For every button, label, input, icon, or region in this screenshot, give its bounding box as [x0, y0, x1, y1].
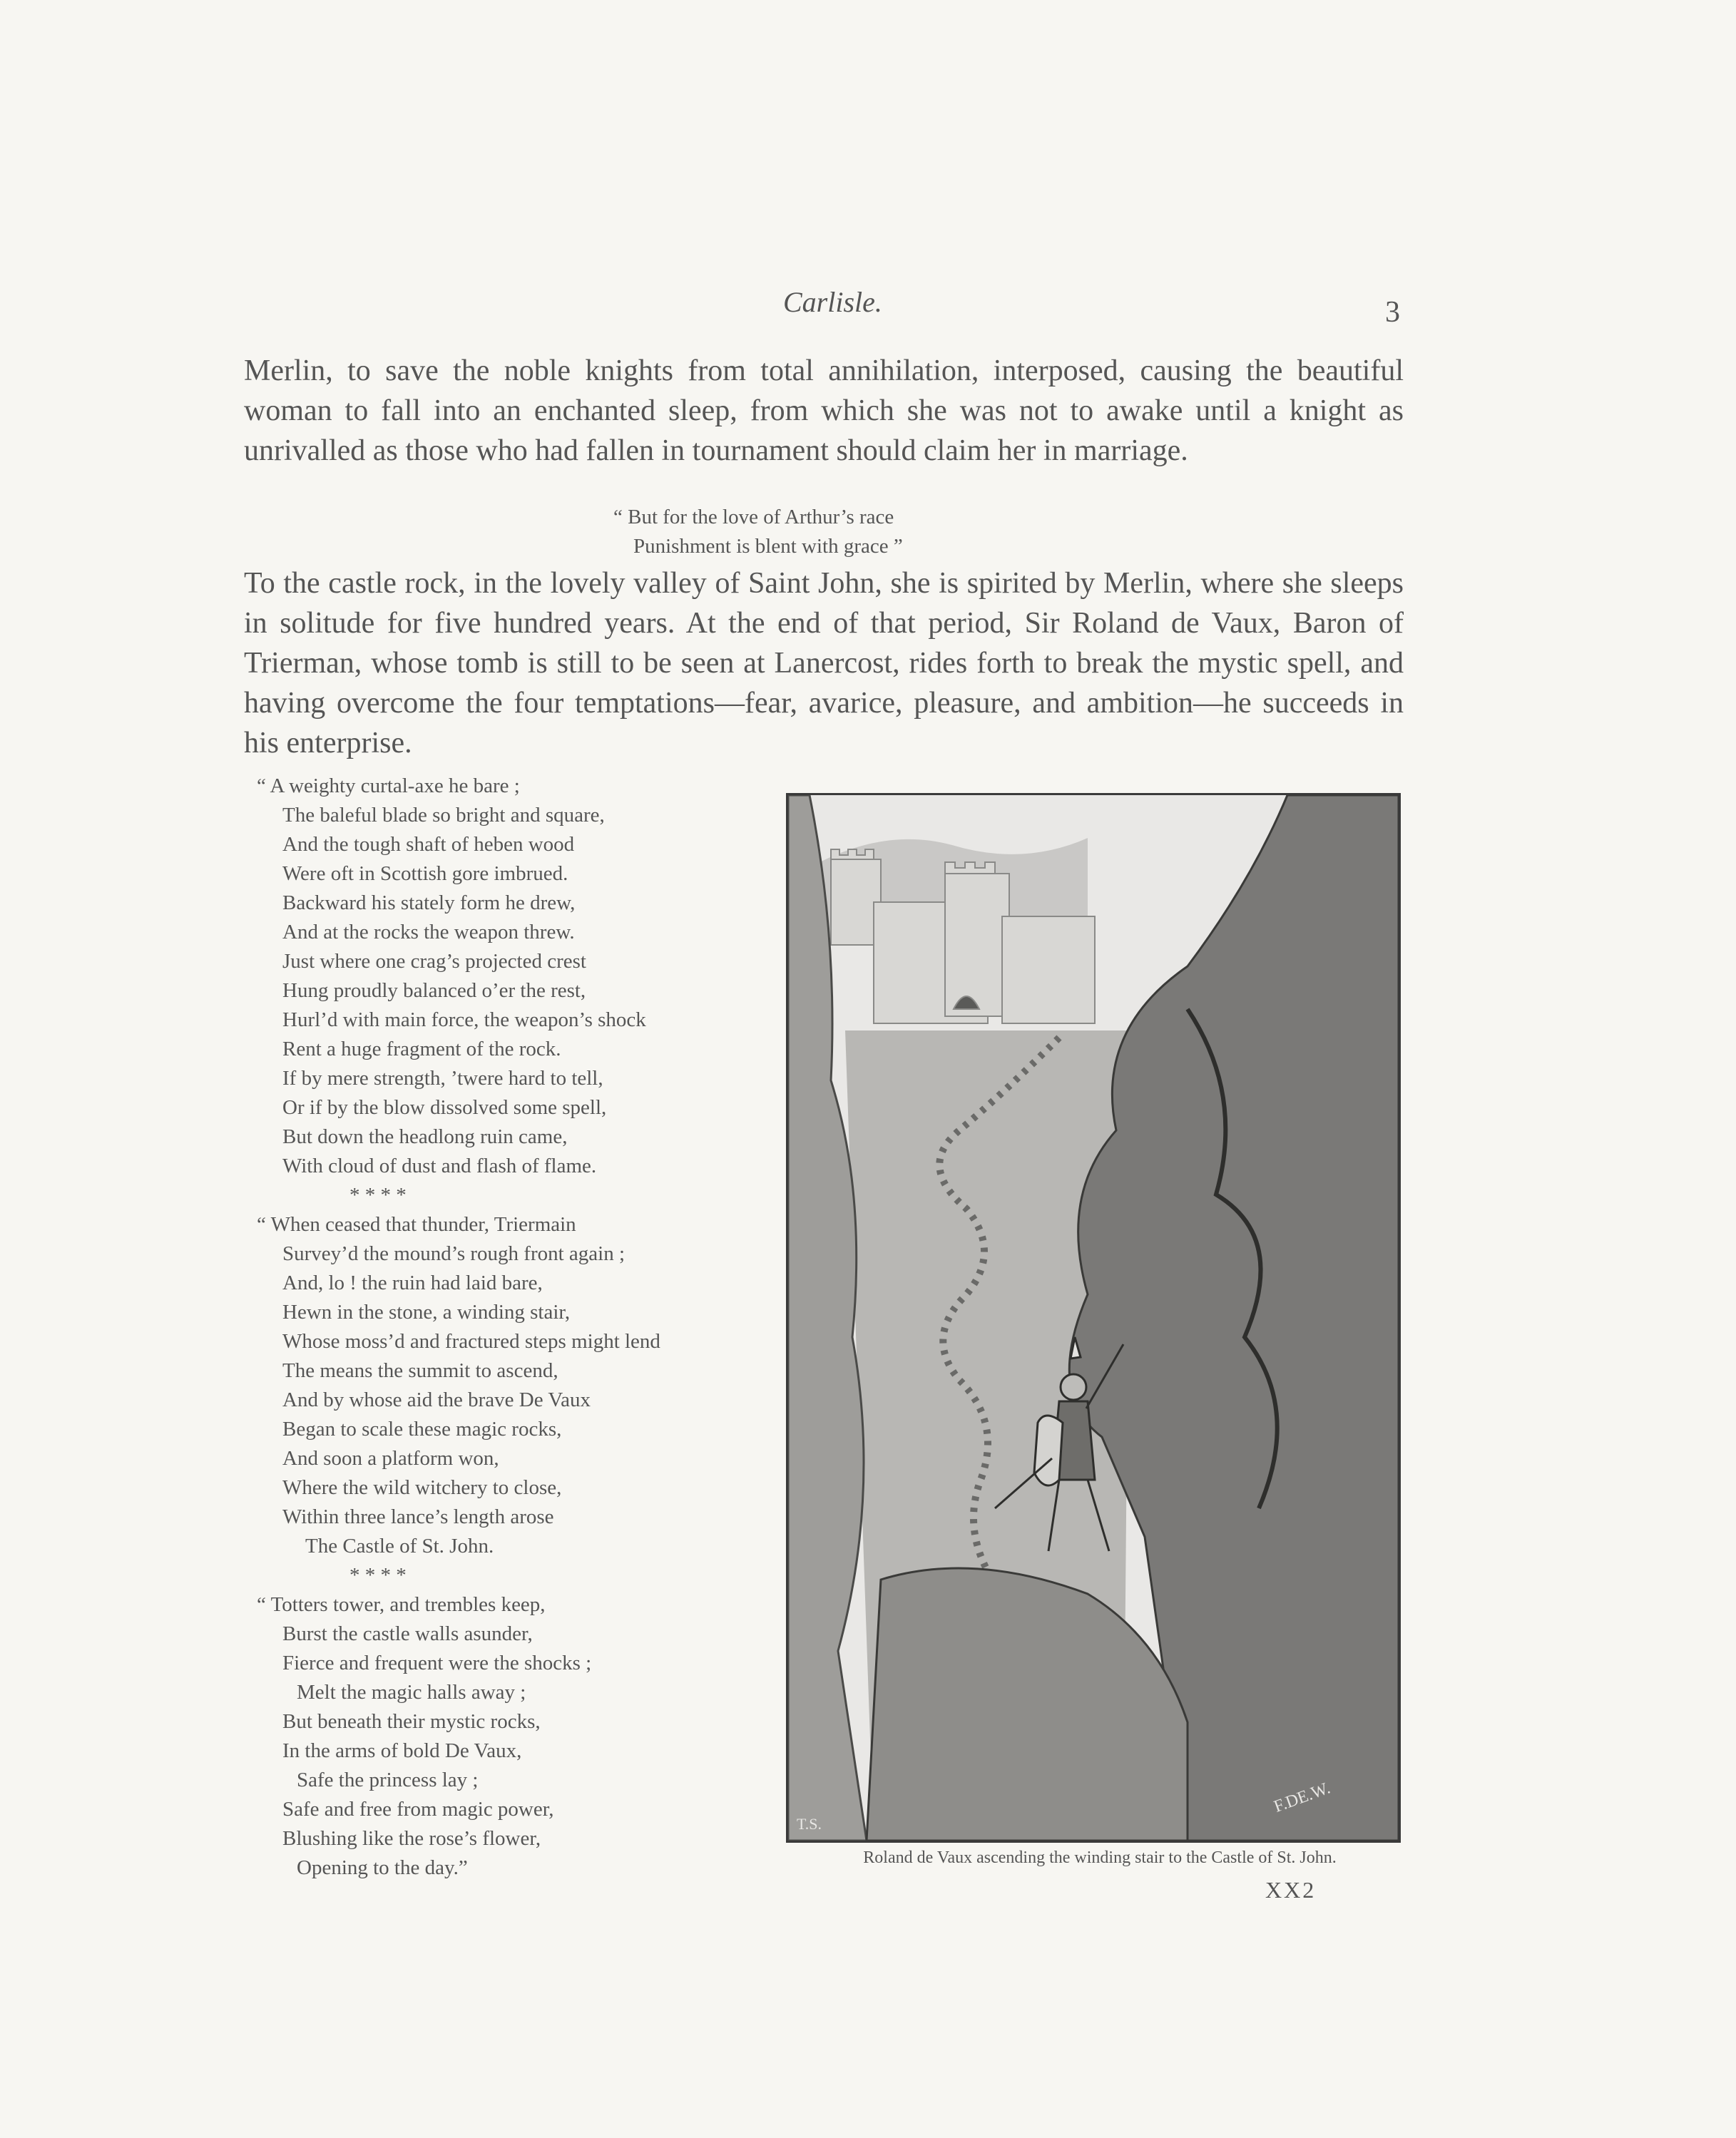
poem-line: Melt the magic halls away ;: [297, 1681, 526, 1704]
section-break-stars: * * * *: [349, 1184, 407, 1207]
poem-line: And the tough shaft of heben wood: [282, 833, 575, 856]
poem-line: The baleful blade so bright and square,: [282, 804, 605, 827]
figure-caption: Roland de Vaux ascending the winding stair to the Castle of St. John.: [863, 1848, 1337, 1867]
illustration: [786, 793, 1401, 1843]
poem-line: Safe the princess lay ;: [297, 1769, 479, 1791]
poem-line: And by whose aid the brave De Vaux: [282, 1388, 591, 1411]
poem-line: Burst the castle walls asunder,: [282, 1622, 533, 1645]
artist-mark: F.DE.W.: [1271, 1779, 1333, 1816]
poem-line: The means the summit to ascend,: [282, 1359, 558, 1382]
epigraph-line-1: “ But for the love of Arthur’s race: [613, 506, 894, 528]
poem-line: Where the wild witchery to close,: [282, 1476, 562, 1499]
running-head: Carlisle.: [783, 286, 882, 318]
poem-line: Within three lance’s length arose: [282, 1505, 554, 1528]
poem-line: Backward his stately form he drew,: [282, 891, 576, 914]
poem-line: With cloud of dust and flash of flame.: [282, 1155, 597, 1177]
poem-line: Were oft in Scottish gore imbrued.: [282, 862, 568, 885]
poem-line: “ Totters tower, and trembles keep,: [257, 1593, 546, 1616]
corner-mark: T.S.: [797, 1815, 822, 1833]
poem-line: Or if by the blow dissolved some spell,: [282, 1096, 607, 1119]
poem-line: “ A weighty curtal-axe he bare ;: [257, 774, 520, 797]
epigraph-line-2: Punishment is blent with grace ”: [633, 535, 903, 558]
poem-line: Hung proudly balanced o’er the rest,: [282, 979, 586, 1002]
paragraph-2: To the castle rock, in the lovely valley of Saint John, she is spirited by Merlin, where she sleeps in solitude for five hundred years. At the end of that period, Sir Roland de Vaux, Baron of Trierman, whose tomb is still to be seen at Lanercost, rides forth to break the mystic spell, and having overcome the four temptations—fear, avarice, pleasure, and ambition—he succeeds in his enterprise.: [244, 567, 1404, 759]
poem-line: And soon a platform won,: [282, 1447, 499, 1470]
poem-line: Whose moss’d and fractured steps might lend: [282, 1330, 660, 1353]
poem-line: Survey’d the mound’s rough front again ;: [282, 1242, 626, 1265]
illustration-drawing: [788, 795, 1399, 1841]
poem-line: And at the rocks the weapon threw.: [282, 921, 575, 943]
poem-line: And, lo ! the ruin had laid bare,: [282, 1272, 543, 1294]
poem-line: “ When ceased that thunder, Triermain: [257, 1213, 576, 1236]
page-number: 3: [1385, 296, 1400, 329]
section-break-stars: * * * *: [349, 1564, 407, 1587]
poem-line: But down the headlong ruin came,: [282, 1125, 568, 1148]
poem-line: If by mere strength, ’twere hard to tell,: [282, 1067, 603, 1090]
paragraph-1: Merlin, to save the noble knights from total annihilation, interposed, causing the beautiful woman to fall into an enchanted sleep, from which she was not to awake until a knight as unrivalled as those who had fallen in tournament should claim her in marriage.: [244, 354, 1404, 467]
poem-line: The Castle of St. John.: [305, 1535, 494, 1558]
poem-line: Fierce and frequent were the shocks ;: [282, 1652, 592, 1674]
poem-line: Hurl’d with main force, the weapon’s shock: [282, 1008, 646, 1031]
poem-line: Rent a huge fragment of the rock.: [282, 1038, 561, 1060]
poem-line: Just where one crag’s projected crest: [282, 950, 586, 973]
poem-line: But beneath their mystic rocks,: [282, 1710, 541, 1733]
poem-line: In the arms of bold De Vaux,: [282, 1739, 522, 1762]
poem-line: Safe and free from magic power,: [282, 1798, 554, 1821]
poem-line: Began to scale these magic rocks,: [282, 1418, 562, 1441]
poem-line: Hewn in the stone, a winding stair,: [282, 1301, 571, 1324]
signature-mark: XX2: [1265, 1877, 1317, 1903]
poem-line: Opening to the day.”: [297, 1856, 468, 1879]
epigraph: [613, 503, 903, 561]
poem-line: Blushing like the rose’s flower,: [282, 1827, 541, 1850]
poem: [257, 772, 660, 1883]
